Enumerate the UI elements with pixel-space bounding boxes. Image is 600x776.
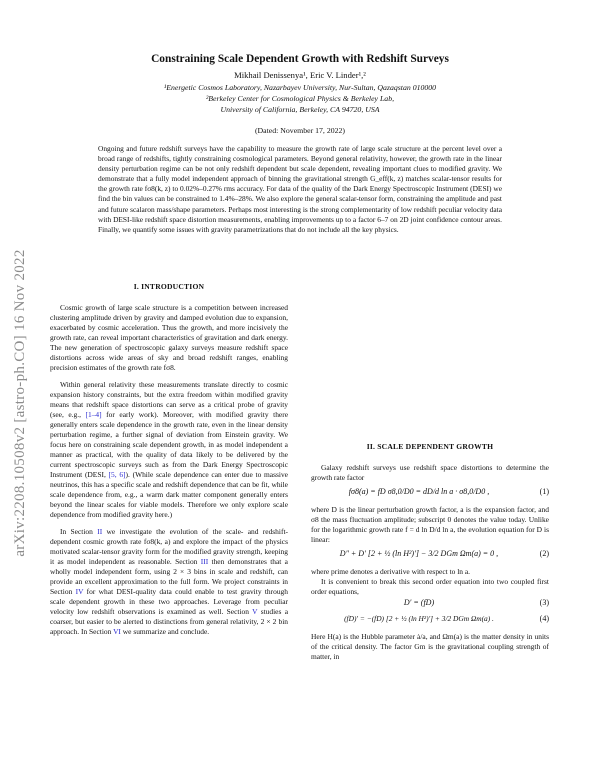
citation-link[interactable]: [1–4] xyxy=(85,410,102,419)
abstract: Ongoing and future redshift surveys have the capability to measure the growth rate of large scale structure at the percent level over a broad range of redshifts, tightly constraining cosmological parameters. Beyond general relativity, however, the growth rate in the linear density perturbation regime can be not only redshift dependent but scale dependent, revealing important clues to modified gravity. We demonstrate that a fully model independent approach of binning the gravitational strength G_eff(k, z) matches scalar-tensor results for the growth rate fσ8(k, z) to 0.02%–0.27% rms accuracy. For data of the quality of the Dark Energy Spectroscopic Instrument (DESI) we find the bin values can be constrained to 1.4%–28%. We also explore the general scalar-tensor form, constraining the amplitude and past and future scalaron mass/shape parameters. Perhaps most interesting is the strong complementarity of low redshift peculiar velocity data with DESI-like redshift space distortion measurements, enabling improvements up to a factor 6–7 on 2D joint confidence contour areas. Finally, we quantify some issues with gravity parametrizations that do not include all the key physics. xyxy=(98,144,502,234)
section-link[interactable]: II xyxy=(97,527,103,536)
intro-paragraph xyxy=(50,380,288,520)
text-run: we summarize and conclude. xyxy=(120,627,210,636)
right-column xyxy=(311,442,549,662)
affiliations xyxy=(70,83,530,115)
equation-body: fσ8(a) = fD σ8,0/D0 = dD/d ln a · σ8,0/D0 , xyxy=(348,487,490,496)
intro-paragraph xyxy=(50,527,288,637)
equation-3 xyxy=(311,597,549,610)
body-paragraph: Here H(a) is the Hubble parameter ȧ/a, and Ωm(a) is the matter density in units of the critical density. The factor Gm is the gravitational coupling strength of matter, in xyxy=(311,632,549,661)
equation-4 xyxy=(311,610,549,632)
body-paragraph: where prime denotes a derivative with respect to ln a. xyxy=(311,567,471,576)
text-run: ). (While scale dependence can enter due to massive neutrinos, this has a specific scale and redshift dependence that can be fit, while scale dependence from, e.g., a warm dark matter component generally enters beyond the linear scales for viable models. Therefore we only explore scale dependence from modified gravity here.) xyxy=(50,470,288,519)
section-link[interactable]: V xyxy=(252,607,258,616)
section-link[interactable]: III xyxy=(200,557,209,566)
equation-number: (3) xyxy=(539,598,549,607)
affiliation-line: ¹Energetic Cosmos Laboratory, Nazarbayev University, Nur-Sultan, Qazaqstan 010000 xyxy=(163,83,437,92)
text-run: we investigate the evolution of the scale- and redshift-dependent cosmic growth rate fσ8(k, a) and explore the impact of the physics motivated scalar-tensor gravity form for the modified gravity strength, keeping it as model independent as reasonable. Section xyxy=(50,527,288,566)
citation-link[interactable]: [5, 6] xyxy=(108,470,126,479)
section-link[interactable]: VI xyxy=(113,627,121,636)
text-run: studies a coarser, but easier to be alerted to distinctions from general relativity, 2 × 2 bin approach. In Section xyxy=(50,607,288,636)
section-link[interactable]: IV xyxy=(75,587,84,596)
equation-body: (fD)′ = −(fD) [2 + ½ (ln H²)′] + 3/2 DGm Ωm(a) . xyxy=(344,614,494,623)
affiliation-line: University of California, Berkeley, CA 94720, USA xyxy=(220,104,380,114)
equation-2 xyxy=(311,545,549,567)
body-paragraph: Galaxy redshift surveys use redshift space distortions to determine the growth rate factor xyxy=(311,463,549,482)
equation-body: D′ = (fD) xyxy=(403,598,435,607)
author-list: Mikhail Denissenya¹, Eric V. Linder¹,² xyxy=(234,70,366,80)
text-run: for what DESI-quality data could enable to test gravity through scale dependent growth in these two approaches. Leverage from peculiar velocity low redshift observations is examined as well. Section xyxy=(50,587,288,616)
body-paragraph: It is convenient to break this second order equation into two coupled first order equations, xyxy=(311,577,549,596)
equation-body: D″ + D′ [2 + ½ (ln H²)′] − 3/2 DGm Ωm(a) = 0 , xyxy=(339,549,499,558)
paper-title: Constraining Scale Dependent Growth with Redshift Surveys xyxy=(151,53,449,65)
equation-number: (2) xyxy=(539,549,549,558)
affiliation-line: ²Berkeley Center for Cosmological Physics & Berkeley Lab, xyxy=(205,93,395,103)
equation-number: (4) xyxy=(539,614,549,623)
date-line: (Dated: November 17, 2022) xyxy=(254,126,346,135)
equation-1 xyxy=(311,483,549,505)
section-heading-scale-dependent-growth: II. SCALE DEPENDENT GROWTH xyxy=(366,442,494,451)
left-column xyxy=(50,282,288,637)
text-run: for early work). Moreover, with modified gravity there generally enters scale dependence in the growth rate, even in the linear density perturbation regime, a further signal of deviation from Einstein gravity. We focus here on constraining scale dependent growth, in as model independent a manner as practical, with the quality of data likely to be delivered by the current spectroscopic surveys such as from the Dark Energy Spectroscopic Instrument (DESI, xyxy=(50,410,288,479)
arxiv-identifier: arXiv:2208.10508v2 [astro-ph.CO] 16 Nov 2022 xyxy=(12,249,28,557)
text-run: In Section xyxy=(60,527,98,536)
section-heading-introduction: I. INTRODUCTION xyxy=(133,282,205,291)
text-run: Within general relativity these measurements translate directly to cosmic expansion history constraints, but the extra freedom within modified gravity means that redshift space distortions can serve as a critical probe of gravity (see, e.g., xyxy=(50,380,288,419)
equation-number: (1) xyxy=(539,487,549,496)
intro-paragraph: Cosmic growth of large scale structure is a competition between increased clustering amplitude driven by gravity and damped evolution due to expansion, exacerbated by cosmic acceleration. Thus the growth, and more incisively the growth rate, can reveal important characteristics of gravitation and dark energy. The new generation of spectroscopic galaxy surveys measure redshift space distortions across wide areas of sky and broad redshift ranges, enabling precision estimates of the growth rate fσ8. xyxy=(50,303,288,372)
body-paragraph: where D is the linear perturbation growth factor, a is the expansion factor, and σ8 the mass fluctuation amplitude; subscript 0 denotes the value today. Unlike for the logarithmic growth rate f = d ln D/d ln a, the evolution equation for D is linear: xyxy=(311,505,549,544)
text-run: then demonstrates that a wholly model independent form, using 2 × 3 bins in scale and redshift, can provide an excellent approximation to the full form. We project constraints in Section xyxy=(50,557,288,596)
